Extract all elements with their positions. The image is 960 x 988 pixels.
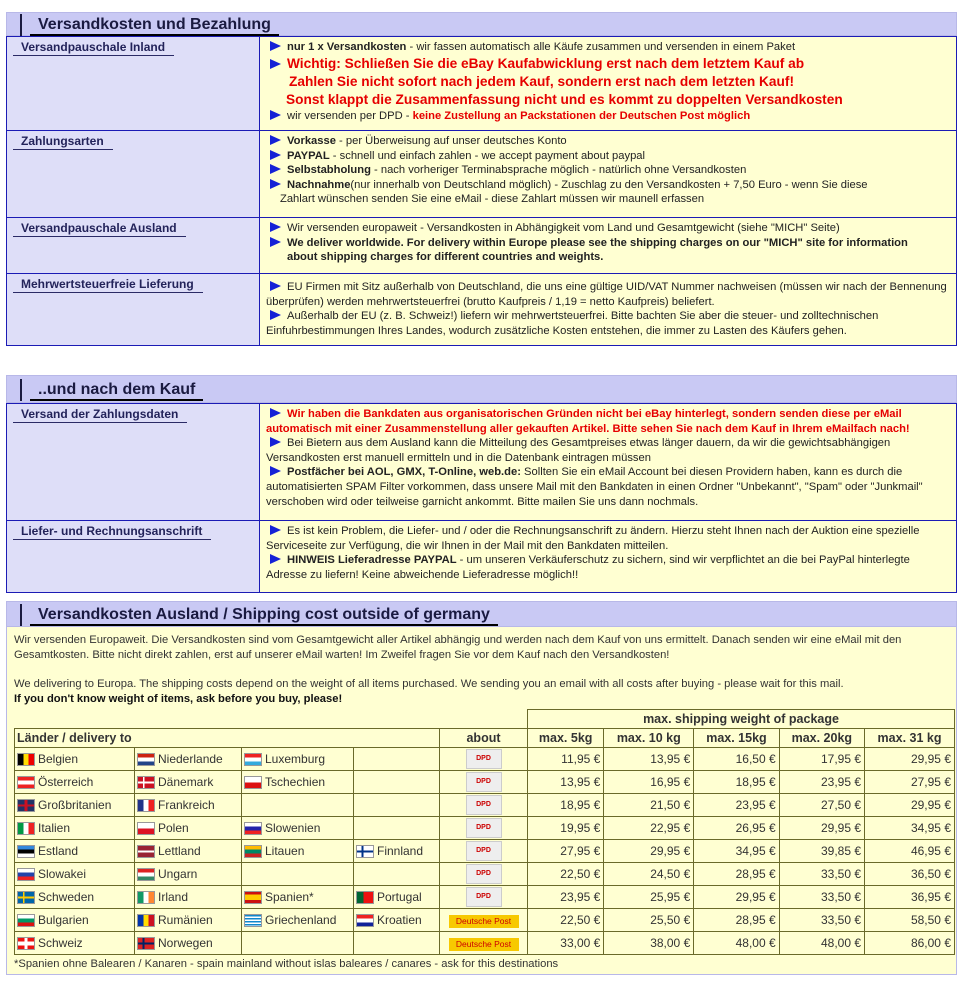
country-name: Bulgarien [38,912,89,927]
country-name: Belgien [38,751,79,766]
section-shipping-cost [6,601,957,975]
dpd-logo-icon: DPD [466,841,502,861]
price-cell: 28,95 € [694,909,779,932]
weight-col-header: max. 20kg [779,729,864,748]
country-name: Polen [158,820,189,835]
arrow-icon [270,237,281,247]
carrier-cell [440,863,528,886]
table-row [15,909,955,932]
price-cell: 23,95 € [779,771,864,794]
country-cell [15,886,135,909]
arrow-icon [270,525,281,535]
country-name: Tschechien [265,774,326,789]
arrow-icon [270,437,281,447]
price-cell: 36,95 € [865,886,955,909]
country-name: Norwegen [158,935,213,950]
price-cell: 29,95 € [779,817,864,840]
price-cell: 29,95 € [865,748,955,771]
country-name: Kroatien [377,912,422,927]
country-cell [354,817,440,840]
weight-col-header: max. 5kg [528,729,604,748]
carrier-cell [440,909,528,932]
flag-fi-icon [356,845,374,858]
country-cell [15,909,135,932]
country-name: Niederlande [158,751,223,766]
flag-lv-icon [137,845,155,858]
section-title: Versandkosten und Bezahlung [30,14,279,36]
dpd-logo-icon: DPD [466,864,502,884]
country-name: Griechenland [265,912,337,927]
country-name: Luxemburg [265,751,326,766]
price-cell: 86,00 € [865,932,955,955]
row-label: Liefer- und Rechnungsanschrift [13,524,211,540]
deutsche-post-logo-icon: Deutsche Post [449,915,519,928]
arrow-icon [270,554,281,564]
flag-lt-icon [244,845,262,858]
country-cell [354,771,440,794]
country-cell [242,817,354,840]
price-cell: 48,00 € [694,932,779,955]
flag-be-icon [17,753,35,766]
country-name: Österreich [38,774,94,789]
about-header: about [440,729,528,748]
country-name: Dänemark [158,774,214,789]
price-cell: 16,95 € [604,771,694,794]
country-name: Slowakei [38,866,87,881]
price-cell: 26,95 € [694,817,779,840]
flag-nl-icon [137,753,155,766]
flag-si-icon [244,822,262,835]
flag-fr-icon [137,799,155,812]
price-cell: 28,95 € [694,863,779,886]
carrier-cell [440,932,528,955]
country-name: Schweden [38,889,95,904]
section-title: ..und nach dem Kauf [30,379,203,401]
arrow-icon [270,164,281,174]
section-versandkosten [6,12,957,346]
arrow-icon [270,222,281,232]
section-nach-dem-kauf [6,375,957,593]
price-cell: 23,95 € [694,794,779,817]
carrier-cell [440,794,528,817]
row-label: Versand der Zahlungsdaten [13,407,187,423]
shipping-info [6,627,957,975]
arrow-icon [270,408,281,418]
price-cell: 22,50 € [528,909,604,932]
country-name: Italien [38,820,71,835]
country-cell [242,794,354,817]
arrow-icon [270,179,281,189]
country-cell [135,794,242,817]
carrier-cell [440,748,528,771]
country-cell [15,771,135,794]
country-name: Estland [38,843,79,858]
country-name: Slowenien [265,820,321,835]
country-cell [354,840,440,863]
arrow-icon [270,466,281,476]
price-cell: 33,50 € [779,863,864,886]
price-cell: 25,50 € [604,909,694,932]
price-cell: 29,95 € [604,840,694,863]
country-name: Lettland [158,843,201,858]
flag-sk-icon [17,868,35,881]
row-label: Mehrwertsteuerfreie Lieferung [13,277,203,293]
country-cell [135,840,242,863]
table-row [15,863,955,886]
intro-note: If you don't know weight of items, ask before you buy, please! [14,693,343,705]
arrow-icon [270,41,281,51]
flag-cz-icon [244,776,262,789]
price-cell: 24,50 € [604,863,694,886]
country-cell [135,863,242,886]
country-cell [135,932,242,955]
country-cell [242,863,354,886]
price-cell: 13,95 € [528,771,604,794]
carrier-cell [440,840,528,863]
flag-hr-icon [356,914,374,927]
country-name: Schweiz [38,935,83,950]
country-cell [354,863,440,886]
country-name: Finnland [377,843,424,858]
arrow-icon [270,310,281,320]
country-cell [354,748,440,771]
price-cell: 27,95 € [528,840,604,863]
price-cell: 23,95 € [528,886,604,909]
flag-ch-icon [17,937,35,950]
country-cell [135,748,242,771]
country-cell [15,840,135,863]
price-cell: 33,50 € [779,909,864,932]
max-weight-header: max. shipping weight of package [528,710,955,729]
price-cell: 27,95 € [865,771,955,794]
price-cell: 18,95 € [694,771,779,794]
country-cell [135,771,242,794]
row-label: Versandpauschale Inland [13,40,174,56]
intro-en: We delivering to Europa. The shipping costs depend on the weight of all items purchased. We sending you an email with all costs after buying - please wait for this mail. [14,678,844,690]
dpd-logo-icon: DPD [466,887,502,907]
price-cell: 34,95 € [694,840,779,863]
table-row [15,817,955,840]
carrier-cell [440,771,528,794]
table-row [15,886,955,909]
section-header [6,601,957,627]
flag-dk-icon [137,776,155,789]
country-cell [15,794,135,817]
flag-gb-icon [17,799,35,812]
dpd-logo-icon: DPD [466,749,502,769]
country-cell [354,909,440,932]
weight-col-header: max. 31 kg [865,729,955,748]
country-name: Spanien* [265,889,314,904]
table-row [15,840,955,863]
country-cell [15,748,135,771]
price-cell: 33,00 € [528,932,604,955]
flag-no-icon [137,937,155,950]
country-cell [135,909,242,932]
price-cell: 34,95 € [865,817,955,840]
country-cell [354,886,440,909]
weight-col-header: max. 10 kg [604,729,694,748]
table-row [15,794,955,817]
country-cell [242,932,354,955]
price-cell: 17,95 € [779,748,864,771]
table-row [15,771,955,794]
flag-pl-icon [137,822,155,835]
price-cell: 22,95 € [604,817,694,840]
price-cell: 13,95 € [604,748,694,771]
shipping-cost-table [14,709,955,955]
dpd-logo-icon: DPD [466,772,502,792]
country-name: Rumänien [158,912,213,927]
arrow-icon [270,150,281,160]
flag-ie-icon [137,891,155,904]
arrow-icon [270,281,281,291]
price-cell: 25,95 € [604,886,694,909]
weight-col-header: max. 15kg [694,729,779,748]
country-cell [15,863,135,886]
dpd-logo-icon: DPD [466,818,502,838]
country-cell [242,771,354,794]
country-cell [354,932,440,955]
price-cell: 27,50 € [779,794,864,817]
country-cell [135,817,242,840]
country-cell [242,886,354,909]
flag-hu-icon [137,868,155,881]
country-cell [15,817,135,840]
flag-ro-icon [137,914,155,927]
country-cell [135,886,242,909]
intro-de: Wir versenden Europaweit. Die Versandkosten sind vom Gesamtgewicht aller Artikel abhängig und werden nach dem Kauf von uns ermittelt. Danach senden wir eine eMail mit den Gesamtkosten. Bitte nicht direkt zahlen, erst auf unserer eMail warten! Im Zweifel fragen Sie vor dem Kauf nach den Versandkosten! [14,634,902,661]
price-cell: 11,95 € [528,748,604,771]
price-cell: 36,50 € [865,863,955,886]
deutsche-post-logo-icon: Deutsche Post [449,938,519,951]
price-cell: 58,50 € [865,909,955,932]
section-header [6,375,957,403]
carrier-cell [440,886,528,909]
country-cell [354,794,440,817]
flag-gr-icon [244,914,262,927]
country-name: Ungarn [158,866,198,881]
row-label: Zahlungsarten [13,134,113,150]
section-title: Versandkosten Ausland / Shipping cost outside of germany [30,604,498,626]
country-cell [15,932,135,955]
country-name: Portugal [377,889,422,904]
price-cell: 33,50 € [779,886,864,909]
carrier-cell [440,817,528,840]
flag-it-icon [17,822,35,835]
arrow-icon [270,135,281,145]
flag-es-icon [244,891,262,904]
flag-bg-icon [17,914,35,927]
country-cell [242,909,354,932]
country-name: Großbritanien [38,797,112,812]
price-cell: 29,95 € [694,886,779,909]
country-cell [242,840,354,863]
row-label: Versandpauschale Ausland [13,221,186,237]
price-cell: 48,00 € [779,932,864,955]
info-table: Versandpauschale Inland nur 1 x Versandkosten - wir fassen automatisch alle Käufe zusammen und versenden in einem Paket Wichtig: Schließen Sie die eBay Kaufabwicklung erst nach dem letztem Kauf ab Zahlen Sie nicht sofort nach jedem Kauf, sondern erst nach dem letzten Kauf! Sonst klappt die Zusammenfassung nicht und es kommt zu doppelten Versandkosten wir versenden per DPD - keine Zustellung an Packstationen der Deutschen Post möglich Zahlungsarten Vorkasse - per Überweisung auf unser deutsches Konto PAYPAL - schnell und einfach zahlen - we accept payment about paypal Selbstabholung - nach vorheriger Terminabsprache möglich - natürlich ohne Versandkosten Nachnahme(nur innerhalb von Deutschland möglich) - Zuschlag zu den Versandkosten + 7,50 Euro - wenn Sie diese Zahlart wünschen senden Sie eine eMail - diese Zahlart müssen wir maunell erfassen Versandpauschale Ausland Wir versenden europaweit - Versandkosten in Abhängigkeit vom Land und Gesamtgewicht (siehe "MICH" Seite) We deliver worldwide. For delivery within Europe please see the shipping charges on our "MICH" site for information about shipping charges for different countries and weights. Mehrwertsteuerfreie Lieferung EU Firmen mit Sitz außerhalb von Deutschland, die uns eine gültige UID/VAT Nummer nachweisen (müssen wir nach der Bennenung überprüfen) werden mehrwertsteuerfrei (brutto Kaufpreis / 1,19 = netto Kaufpreis) beliefert. Außerhalb der EU (z. B. Schweiz!) liefern wir mehrwertsteuerfrei. Bitte bachten Sie aber die steuer- und zolltechnischen Einfuhrbestimmungen Ihres Landes, wodurch zusätzliche Kosten entstehen, die immer zu Lasten des Käufers gehen. [6,36,957,346]
country-name: Irland [158,889,189,904]
flag-se-icon [17,891,35,904]
price-cell: 21,50 € [604,794,694,817]
price-cell: 19,95 € [528,817,604,840]
table-row [15,748,955,771]
flag-ee-icon [17,845,35,858]
footnote: *Spanien ohne Balearen / Kanaren - spain mainland without islas baleares / canares - ask for this destinations [14,958,559,970]
price-cell: 38,00 € [604,932,694,955]
price-cell: 16,50 € [694,748,779,771]
price-cell: 22,50 € [528,863,604,886]
country-cell [242,748,354,771]
price-cell: 46,95 € [865,840,955,863]
flag-pt-icon [356,891,374,904]
country-name: Litauen [265,843,305,858]
country-name: Frankreich [158,797,215,812]
flag-lu-icon [244,753,262,766]
table-row [15,932,955,955]
price-cell: 18,95 € [528,794,604,817]
dpd-logo-icon: DPD [466,795,502,815]
flag-at-icon [17,776,35,789]
countries-header: Länder / delivery to [15,729,440,748]
section-header [6,12,957,36]
arrow-icon [270,110,281,120]
price-cell: 39,85 € [779,840,864,863]
price-cell: 29,95 € [865,794,955,817]
info-table: Versand der Zahlungsdaten Wir haben die Bankdaten aus organisatorischen Gründen nicht bei eBay hinterlegt, sondern senden diese per eMail automatisch mit einer Zusammenstellung aller gekauften Artikel. Bitte sehen Sie nach dem Kauf in Ihrem eMailfach nach! Bei Bietern aus dem Ausland kann die Mitteilung des Gesamtpreises etwas länger dauern, da wir die gewichtsabhängigen Versandkosten erst manuell ermitteln und in die Datenbank eintragen müssen Postfächer bei AOL, GMX, T-Online, web.de: Sollten Sie ein eMail Account bei diesen Providern haben, kann es durch die automatisierten SPAM Filter vorkommen, dass unsere Mail mit den Bankdaten in einen Ordner "Unbekannt", "Spam" oder "Junkmail" verschoben wird oder teilweise garnicht ankommt. Bitte mailen Sie uns dann nochmals. Liefer- und Rechnungsanschrift Es ist kein Problem, die Liefer- und / oder die Rechnungsanschrift zu ändern. Hierzu steht Ihnen nach der Auktion eine spezielle Serviceseite zur Verfügung, die wir Ihnen in der Mail mit den Bankdaten mitteilen. HINWEIS Lieferadresse PAYPAL - um unseren Verkäuferschutz zu sichern, sind wir verpflichtet an die bei PayPal hinterlegte Adresse zu liefern! Keine abweichende Lieferadresse möglich!! [6,403,957,593]
arrow-icon [270,59,281,69]
